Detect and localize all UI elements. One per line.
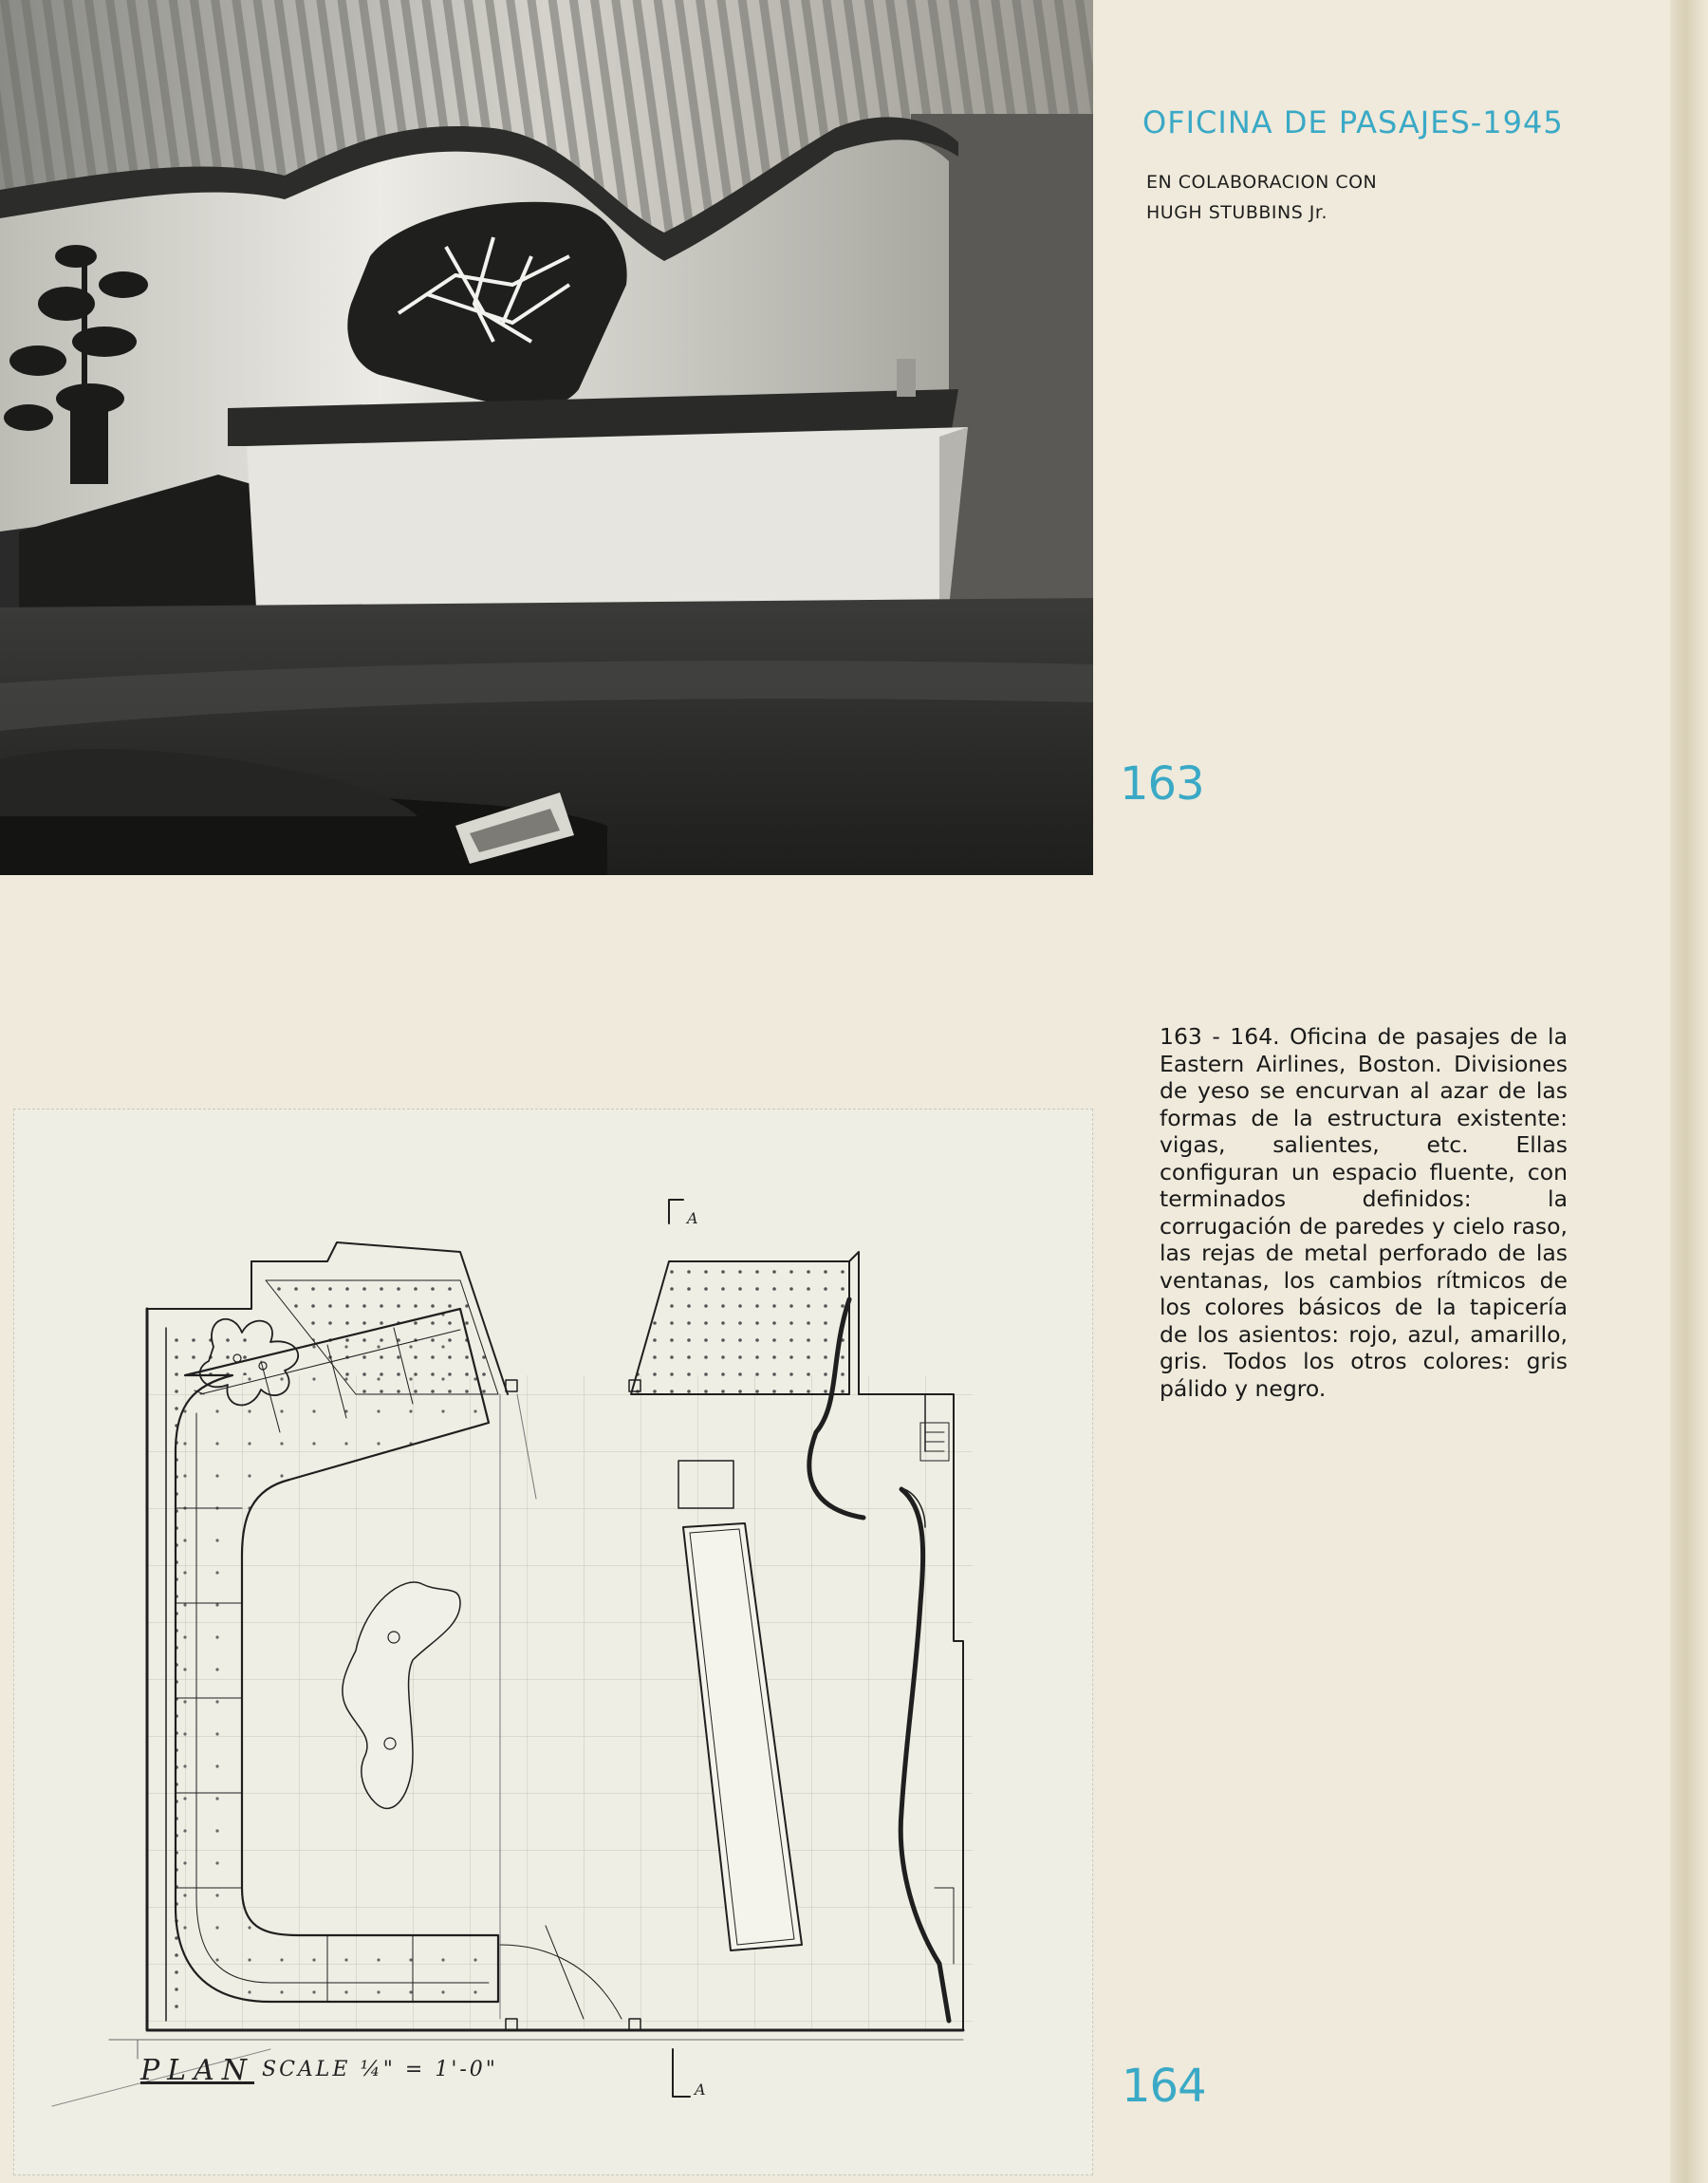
section-mark-bottom: A: [695, 2080, 706, 2099]
plan-scale: SCALE ¼" = 1'-0": [262, 2058, 498, 2081]
figure-caption: 163 - 164. Oficina de pasajes de la Eastern Airlines, Boston. Divisiones de yeso se encurvan al azar de las formas de la estructura existente: vigas, salientes, etc. Ellas configuran un espacio fluente, con terminados definidos: la corrugación de paredes y cielo raso, las rejas de metal perforado de las ventanas, los cambios rítmicos de los colores básicos de la tapicería de los asientos: rojo, azul, amarillo, gris. Todos los otros colores: gris pálido y negro.: [1160, 1023, 1568, 1402]
figure-number-163: 163: [1120, 757, 1204, 811]
credit-line-1: EN COLABORACION CON: [1146, 172, 1378, 193]
photo-illustration: [0, 0, 1093, 875]
collaboration-credits: [1146, 167, 1377, 228]
section-mark-top: A: [687, 1209, 698, 1227]
page-title: OFICINA DE PASAJES-1945: [1142, 104, 1564, 140]
floor-plan-drawing: [13, 1109, 1093, 2175]
interior-photo: [0, 0, 1093, 875]
figure-number-164: 164: [1122, 2060, 1206, 2113]
plan-title: PLAN: [140, 2054, 255, 2087]
page-gutter-edge: [1670, 0, 1708, 2183]
credit-line-2: HUGH STUBBINS Jr.: [1146, 202, 1328, 223]
plan-illustration: [14, 1110, 1092, 2174]
